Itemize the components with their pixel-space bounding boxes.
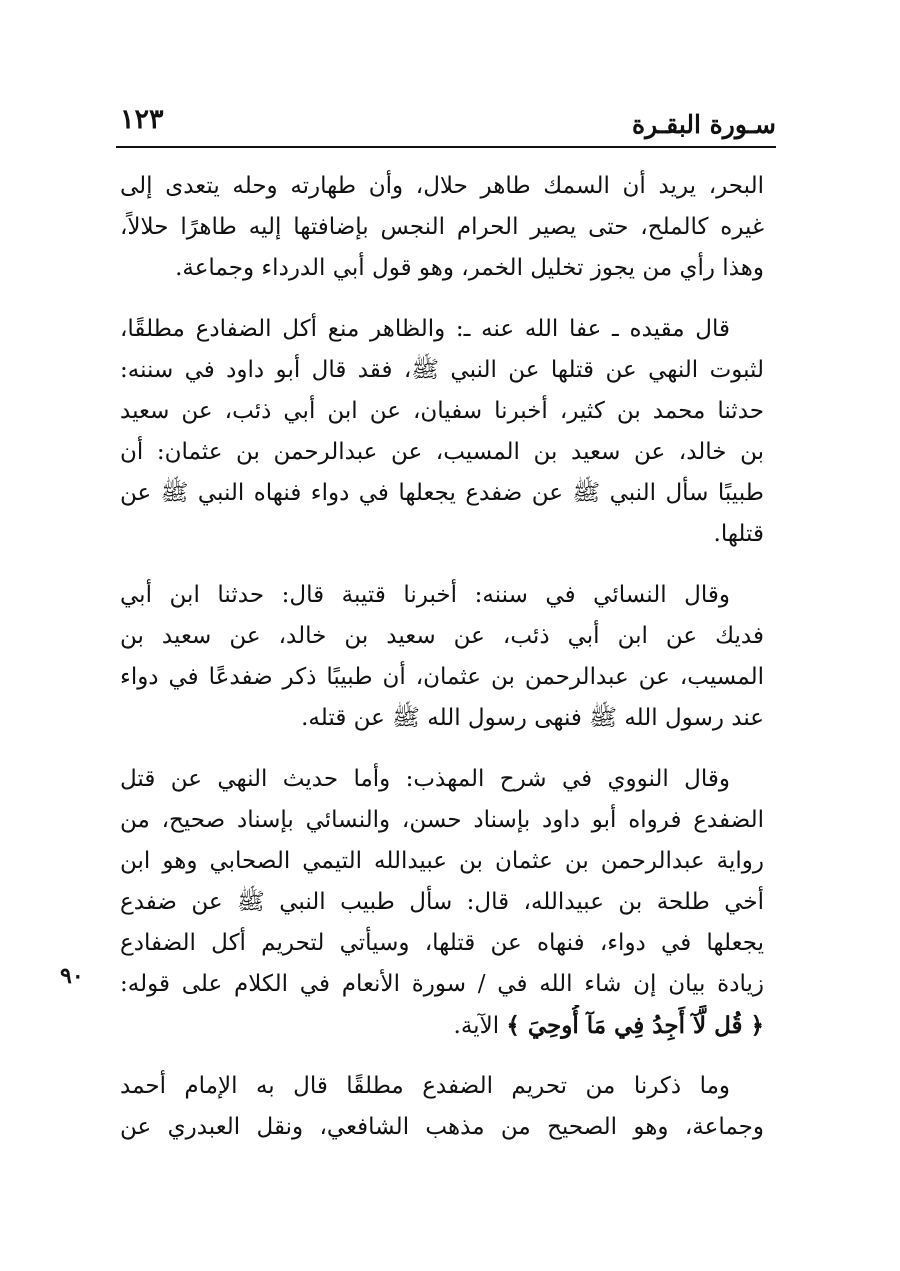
margin-page-reference: ٩٠ <box>60 963 84 989</box>
text-line: قال مقيده ـ عفا الله عنه ـ: والظاهر منع أكل الضفادع مطلقًا، <box>120 316 730 342</box>
paragraph-5 <box>120 1066 764 1148</box>
paragraph-3 <box>120 575 764 739</box>
paragraph-2 <box>120 309 764 555</box>
text-line: لثبوت النهي عن قتلها عن النبي ﷺ، فقد قال أبو داود في سننه: <box>120 357 764 383</box>
text-line: قتلها. <box>713 521 764 547</box>
text-body <box>120 166 764 1168</box>
text-line: وجماعة، وهو الصحيح من مذهب الشافعي، ونقل العبدري عن <box>120 1114 764 1140</box>
text-line: بن خالد، عن سعيد بن المسيب، عن عبدالرحمن بن عثمان: أن <box>120 439 764 465</box>
text-line: أخي طلحة بن عبيدالله، قال: سأل طبيب النبي ﷺ عن ضفدع <box>120 889 764 915</box>
text-line: الضفدع فرواه أبو داود بإسناد حسن، والنسائي بإسناد صحيح، من <box>120 807 764 833</box>
paragraph-1 <box>120 166 764 289</box>
text-line: البحر، يريد أن السمك طاهر حلال، وأن طهارته وحله يتعدى إلى <box>120 173 764 199</box>
text-line: وقال النسائي في سننه: أخبرنا قتيبة قال: حدثنا ابن أبي <box>120 582 730 608</box>
quran-verse: ﴿ قُل لَّآ أَجِدُ فِي مَآ أُوحِيَ ﴾ <box>506 1012 764 1039</box>
verse-line <box>120 1005 764 1046</box>
verse-suffix: الآية. <box>453 1013 507 1039</box>
text-line: المسيب، عن عبدالرحمن بن عثمان، أن طبيبًا ذكر ضفدعًا في دواء <box>120 664 764 690</box>
text-line: حدثنا محمد بن كثير، أخبرنا سفيان، عن ابن أبي ذئب، عن سعيد <box>120 398 764 424</box>
text-line: وهذا رأي من يجوز تخليل الخمر، وهو قول أبي الدرداء وجماعة. <box>175 255 764 281</box>
text-line: رواية عبدالرحمن بن عثمان بن عبيدالله التيمي الصحابي وهو ابن <box>120 848 764 874</box>
text-line: عند رسول الله ﷺ فنهى رسول الله ﷺ عن قتله. <box>301 705 764 731</box>
running-header <box>116 104 776 142</box>
page-number: ١٢٣ <box>120 104 164 135</box>
paragraph-4 <box>120 759 764 1046</box>
header-rule <box>116 146 776 148</box>
text-line: يجعلها في دواء، فنهاه عن قتلها، وسيأتي لتحريم أكل الضفادع <box>120 930 764 956</box>
text-line: زيادة بيان إن شاء الله في / سورة الأنعام في الكلام على قوله: <box>120 971 764 997</box>
text-line: وقال النووي في شرح المهذب: وأما حديث النهي عن قتل <box>120 766 730 792</box>
text-line: غيره كالملح، حتى يصير الحرام النجس بإضافتها إليه طاهرًا حلالاً، <box>120 214 764 240</box>
text-line: طبيبًا سأل النبي ﷺ عن ضفدع يجعلها في دواء فنهاه النبي ﷺ عن <box>120 480 764 506</box>
text-line: فديك عن ابن أبي ذئب، عن سعيد بن خالد، عن سعيد بن <box>120 623 764 649</box>
text-line: وما ذكرنا من تحريم الضفدع مطلقًا قال به الإمام أحمد <box>120 1073 730 1099</box>
chapter-title: سـورة البقـرة <box>631 110 776 139</box>
